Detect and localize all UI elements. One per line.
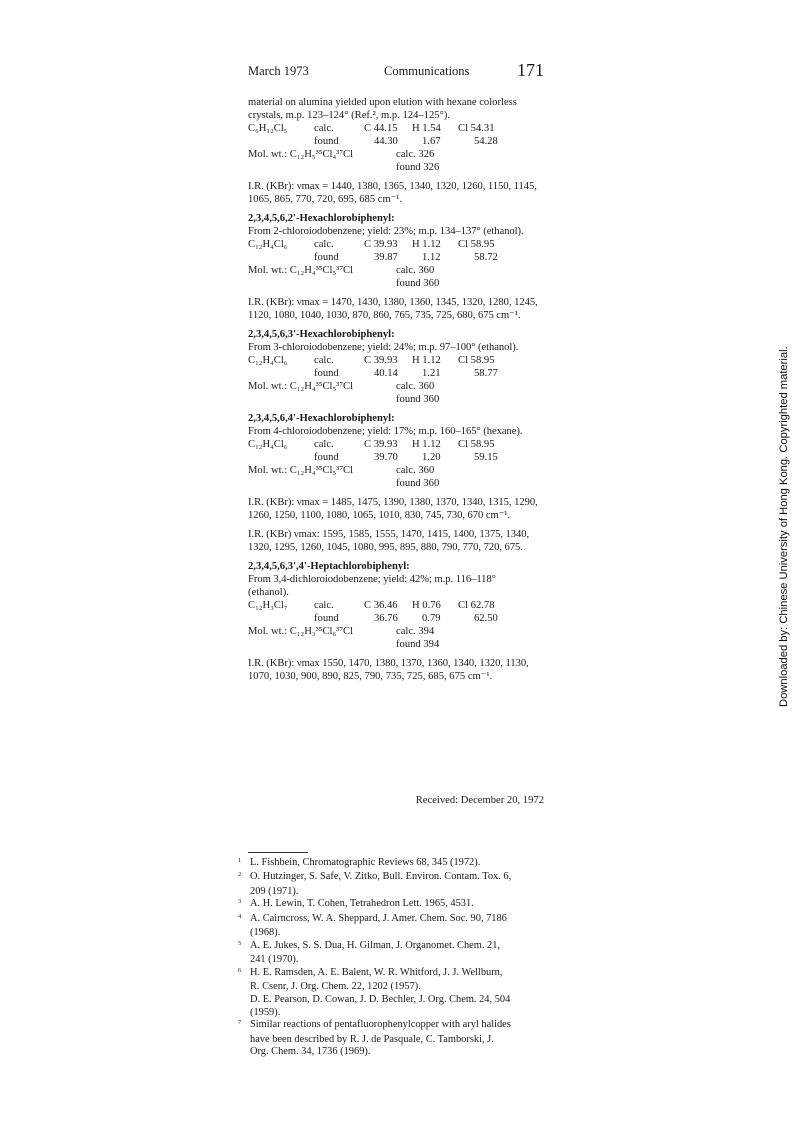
- hydrogen-value: H 1.54: [412, 123, 441, 134]
- reference-text: H. E. Ramsden, A. E. Balent, W. R. Whitford, J. J. Wellburn,: [250, 966, 503, 978]
- mol-wt-calc: calc. 326: [396, 149, 435, 160]
- reference-text: A. E. Jukes, S. S. Dua, H. Gilman, J. Organomet. Chem. 21,: [250, 939, 501, 951]
- reference-text: A. Cairncross, W. A. Sheppard, J. Amer. Chem. Soc. 90, 7186: [250, 912, 507, 924]
- reference-line: [238, 857, 548, 871]
- carbon-value: 40.14: [374, 368, 398, 379]
- formula: C₁₂H₄Cl₆: [248, 239, 288, 250]
- chlorine-value: Cl 54.31: [458, 123, 495, 134]
- mol-wt-row: [248, 625, 548, 638]
- analysis-row-calc: [248, 238, 548, 251]
- reference-line: [238, 954, 548, 967]
- analysis-row-found: [248, 451, 548, 464]
- footnote-rule: [248, 852, 308, 853]
- prep-line: (ethanol).: [248, 587, 289, 598]
- reference-number: [238, 1034, 250, 1047]
- compound-title: 2,3,4,5,6,4'-Hexachlorobiphenyl:: [248, 413, 395, 424]
- mol-wt-calc: calc. 360: [396, 381, 435, 392]
- carbon-value: C 39.93: [364, 239, 398, 250]
- article-column: [248, 96, 548, 683]
- hydrogen-value: 1.67: [422, 136, 441, 147]
- reference-line: [238, 898, 548, 912]
- chlorine-value: 58.77: [474, 368, 498, 379]
- reference-text: 241 (1970).: [250, 953, 299, 965]
- received-date: Received: December 20, 1972: [415, 795, 544, 806]
- page-number: 171: [517, 60, 544, 80]
- calc-label: calc.: [314, 600, 334, 611]
- calc-label: calc.: [314, 439, 334, 450]
- analysis-row-calc: [248, 599, 548, 612]
- compound-title: 2,3,4,5,6,3',4'-Heptachlorobiphenyl:: [248, 561, 410, 572]
- found-label: found: [314, 136, 339, 147]
- found-label: found: [314, 452, 339, 463]
- ir-line: 1320, 1295, 1260, 1045, 1080, 995, 895, 880, 790, 770, 720, 675.: [248, 542, 523, 553]
- analysis-row-found: [248, 612, 548, 625]
- chlorine-value: 54.28: [474, 136, 498, 147]
- chlorine-value: Cl 58.95: [458, 239, 495, 250]
- carbon-value: 36.76: [374, 613, 398, 624]
- download-notice: Downloaded by: Chinese University of Hong Kong. Copyrighted material.: [778, 346, 790, 707]
- reference-text: R. Csenr, J. Org. Chem. 22, 1202 (1957).: [250, 980, 421, 992]
- chlorine-value: Cl 58.95: [458, 355, 495, 366]
- mol-wt-label: Mol. wt.: C₁₂H₄³⁵Cl₅³⁷Cl: [248, 265, 354, 276]
- reference-line: [238, 940, 548, 954]
- carbon-value: 39.70: [374, 452, 398, 463]
- formula: C₆H₁₂Cl₅: [248, 123, 288, 134]
- chlorine-value: 59.15: [474, 452, 498, 463]
- prep-line: From 4-chloroiodobenzene; yield: 17%; m.p. 160–165° (hexane).: [248, 426, 523, 437]
- reference-text: A. H. Lewin, T. Cohen, Tetrahedron Lett. 1965, 4531.: [250, 898, 474, 910]
- reference-number: [238, 927, 250, 940]
- hydrogen-value: H 0.76: [412, 600, 441, 611]
- reference-line: [238, 913, 548, 927]
- reference-number: [238, 1007, 250, 1020]
- ir-line: I.R. (KBr): νmax = 1470, 1430, 1380, 1360, 1345, 1320, 1280, 1245,: [248, 297, 538, 308]
- mol-wt-row: [248, 380, 548, 393]
- mol-wt-row: [248, 638, 548, 651]
- prep-line: From 2-chloroiodobenzene; yield: 23%; m.p. 134–137° (ethanol).: [248, 226, 524, 237]
- reference-number: 3: [238, 898, 242, 906]
- chlorine-value: 62.50: [474, 613, 498, 624]
- mol-wt-calc: calc. 394: [396, 626, 435, 637]
- carbon-value: C 39.93: [364, 355, 398, 366]
- chlorine-value: 58.72: [474, 252, 498, 263]
- hydrogen-value: H 1.12: [412, 355, 441, 366]
- reference-line: [238, 871, 548, 885]
- chlorine-value: Cl 62.78: [458, 600, 495, 611]
- ir-line: I.R. (KBr) νmax: 1595, 1585, 1555, 1470, 1415, 1400, 1375, 1340,: [248, 529, 530, 540]
- reference-number: [238, 994, 250, 1007]
- reference-number: 7: [238, 1019, 242, 1027]
- found-label: found: [314, 252, 339, 263]
- reference-line: [238, 981, 548, 994]
- mol-wt-row: [248, 277, 548, 290]
- mol-wt-row: [248, 393, 548, 406]
- mol-wt-found: found 360: [396, 478, 440, 489]
- ir-line: 1070, 1030, 900, 890, 825, 790, 735, 725, 685, 675 cm⁻¹.: [248, 671, 493, 682]
- analysis-row-calc: [248, 438, 548, 451]
- hydrogen-value: H 1.12: [412, 239, 441, 250]
- ir-line: I.R. (KBr): νmax = 1440, 1380, 1365, 1340, 1320, 1260, 1150, 1145,: [248, 181, 537, 192]
- reference-line: [238, 927, 548, 940]
- mol-wt-found: found 394: [396, 639, 440, 650]
- reference-number: [238, 981, 250, 994]
- reference-text: D. E. Pearson, D. Cowan, J. D. Bechler, J. Org. Chem. 24, 504: [250, 993, 511, 1005]
- compound-title: 2,3,4,5,6,3'-Hexachlorobiphenyl:: [248, 329, 395, 340]
- carbon-value: C 36.46: [364, 600, 398, 611]
- formula: C₁₂H₄Cl₆: [248, 355, 288, 366]
- mol-wt-calc: calc. 360: [396, 465, 435, 476]
- carbon-value: 44.30: [374, 136, 398, 147]
- reference-text: Org. Chem. 34, 1736 (1969).: [250, 1046, 371, 1058]
- analysis-row-found: [248, 135, 548, 148]
- mol-wt-label: Mol. wt.: C₁₂H₄³⁵Cl₅³⁷Cl: [248, 381, 354, 392]
- mol-wt-label: Mol. wt.: C₁₂H₅³⁵Cl₄³⁷Cl: [248, 149, 354, 160]
- chlorine-value: Cl 58.95: [458, 439, 495, 450]
- formula: C₁₂H₄Cl₆: [248, 439, 288, 450]
- references-list: [238, 857, 548, 1059]
- calc-label: calc.: [314, 123, 334, 134]
- reference-text: have been described by R. J. de Pasquale, C. Tamborski, J.: [250, 1033, 494, 1045]
- mol-wt-row: [248, 161, 548, 174]
- reference-number: 2: [238, 871, 242, 879]
- reference-line: [238, 1034, 548, 1047]
- calc-label: calc.: [314, 239, 334, 250]
- reference-line: [238, 994, 548, 1007]
- reference-number: 5: [238, 939, 242, 947]
- reference-number: 6: [238, 966, 242, 974]
- found-label: found: [314, 368, 339, 379]
- reference-text: (1968).: [250, 926, 281, 938]
- mol-wt-found: found 326: [396, 162, 440, 173]
- mol-wt-row: [248, 264, 548, 277]
- hydrogen-value: 1.21: [422, 368, 441, 379]
- ir-line: 1260, 1250, 1100, 1080, 1065, 1010, 830, 745, 730, 670 cm⁻¹.: [248, 510, 510, 521]
- intro-line: crystals, m.p. 123–124° (Ref.², m.p. 124–125°).: [248, 110, 451, 121]
- reference-line: [238, 886, 548, 899]
- reference-number: [238, 954, 250, 967]
- reference-text: O. Hutzinger, S. Safe, V. Zitko, Bull. Environ. Contam. Tox. 6,: [250, 871, 512, 883]
- hydrogen-value: 1.20: [422, 452, 441, 463]
- analysis-row-calc: [248, 354, 548, 367]
- reference-line: [238, 1007, 548, 1020]
- mol-wt-found: found 360: [396, 278, 440, 289]
- hydrogen-value: 1.12: [422, 252, 441, 263]
- mol-wt-label: Mol. wt.: C₁₂H₄³⁵Cl₅³⁷Cl: [248, 465, 354, 476]
- carbon-value: C 44.15: [364, 123, 398, 134]
- compound-title: 2,3,4,5,6,2'-Hexachlorobiphenyl:: [248, 213, 395, 224]
- mol-wt-calc: calc. 360: [396, 265, 435, 276]
- reference-line: [238, 967, 548, 981]
- mol-wt-row: [248, 477, 548, 490]
- analysis-row-found: [248, 367, 548, 380]
- ir-line: I.R. (KBr): νmax = 1485, 1475, 1390, 1380, 1370, 1340, 1315, 1290,: [248, 497, 538, 508]
- reference-number: [238, 886, 250, 899]
- mol-wt-label: Mol. wt.: C₁₂H₃³⁵Cl₆³⁷Cl: [248, 626, 354, 637]
- reference-text: L. Fishbein, Chromatographic Reviews 68, 345 (1972).: [250, 857, 481, 868]
- reference-number: 1: [238, 857, 242, 864]
- carbon-value: 39.87: [374, 252, 398, 263]
- reference-line: [238, 1046, 548, 1059]
- prep-line: From 3,4-dichloroiodobenzene; yield: 42%; m.p. 116–118°: [248, 574, 496, 585]
- intro-line: material on alumina yielded upon elution with hexane colorless: [248, 97, 517, 108]
- mol-wt-row: [248, 148, 548, 161]
- hydrogen-value: H 1.12: [412, 439, 441, 450]
- mol-wt-row: [248, 464, 548, 477]
- reference-text: 209 (1971).: [250, 885, 299, 897]
- ir-line: 1120, 1080, 1040, 1030, 870, 860, 765, 735, 725, 680, 675 cm⁻¹.: [248, 310, 521, 321]
- formula: C₁₂H₃Cl₇: [248, 600, 288, 611]
- analysis-row-calc: [248, 122, 548, 135]
- found-label: found: [314, 613, 339, 624]
- ir-line: 1065, 865, 770, 720, 695, 685 cm⁻¹.: [248, 194, 403, 205]
- header-section: Communications: [384, 64, 470, 78]
- ir-line: I.R. (KBr): νmax 1550, 1470, 1380, 1370, 1360, 1340, 1320, 1130,: [248, 658, 529, 669]
- header-date: March 1973: [248, 64, 309, 78]
- reference-line: [238, 1019, 548, 1033]
- reference-text: (1959).: [250, 1006, 281, 1018]
- reference-text: Similar reactions of pentafluorophenylcopper with aryl halides: [250, 1019, 511, 1031]
- analysis-row-found: [248, 251, 548, 264]
- carbon-value: C 39.93: [364, 439, 398, 450]
- prep-line: From 3-chloroiodobenzene; yield: 24%; m.p. 97–100° (ethanol).: [248, 342, 519, 353]
- mol-wt-found: found 360: [396, 394, 440, 405]
- reference-number: 4: [238, 912, 242, 920]
- reference-number: [238, 1046, 250, 1059]
- hydrogen-value: 0.79: [422, 613, 441, 624]
- calc-label: calc.: [314, 355, 334, 366]
